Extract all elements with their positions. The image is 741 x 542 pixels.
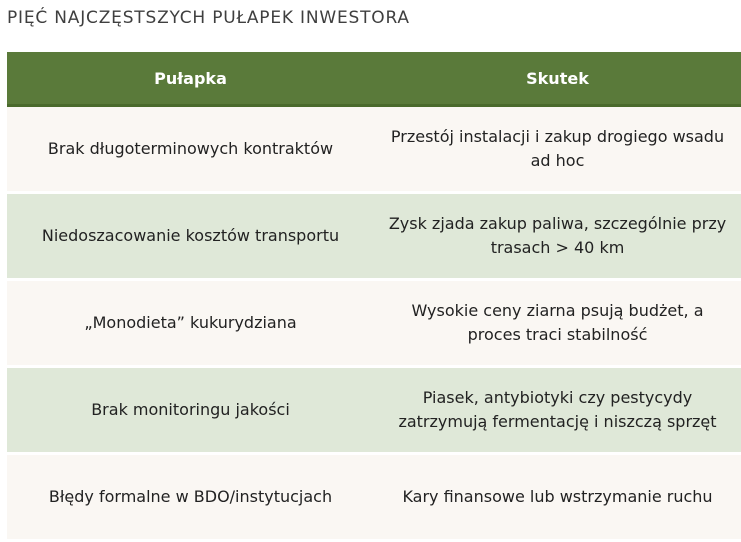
- effect-cell: Przestój instalacji i zakup drogiego wsadu ad hoc: [390, 127, 725, 170]
- effect-cell: Zysk zjada zakup paliwa, szczególnie przy trasach > 40 km: [388, 214, 727, 257]
- trap-cell: Błędy formalne w BDO/instytucjach: [48, 487, 333, 506]
- page-title: PIĘĆ NAJCZĘSTSZYCH PUŁAPEK INWESTORA: [7, 8, 410, 28]
- table-row: [7, 455, 741, 542]
- effect-cell: Piasek, antybiotyki czy pestycydy zatrzymują fermentację i niszczą sprzęt: [398, 388, 717, 431]
- effect-cell: Wysokie ceny ziarna psują budżet, a proces traci stabilność: [411, 301, 704, 344]
- header-effect: Skutek: [526, 68, 589, 88]
- effect-cell: Kary finansowe lub wstrzymanie ruchu: [402, 487, 713, 506]
- table-row: [7, 107, 741, 194]
- trap-cell: Niedoszacowanie kosztów transportu: [41, 226, 340, 245]
- trap-cell: Brak monitoringu jakości: [91, 400, 290, 419]
- table-header: [7, 52, 741, 107]
- table-row: [7, 281, 741, 368]
- trap-cell: „Monodieta” kukurydziana: [84, 313, 297, 332]
- trap-cell: Brak długoterminowych kontraktów: [47, 139, 334, 158]
- table-row: [7, 368, 741, 455]
- table-row: [7, 194, 741, 281]
- pitfalls-table: [7, 52, 741, 542]
- header-trap: Pułapka: [154, 68, 227, 88]
